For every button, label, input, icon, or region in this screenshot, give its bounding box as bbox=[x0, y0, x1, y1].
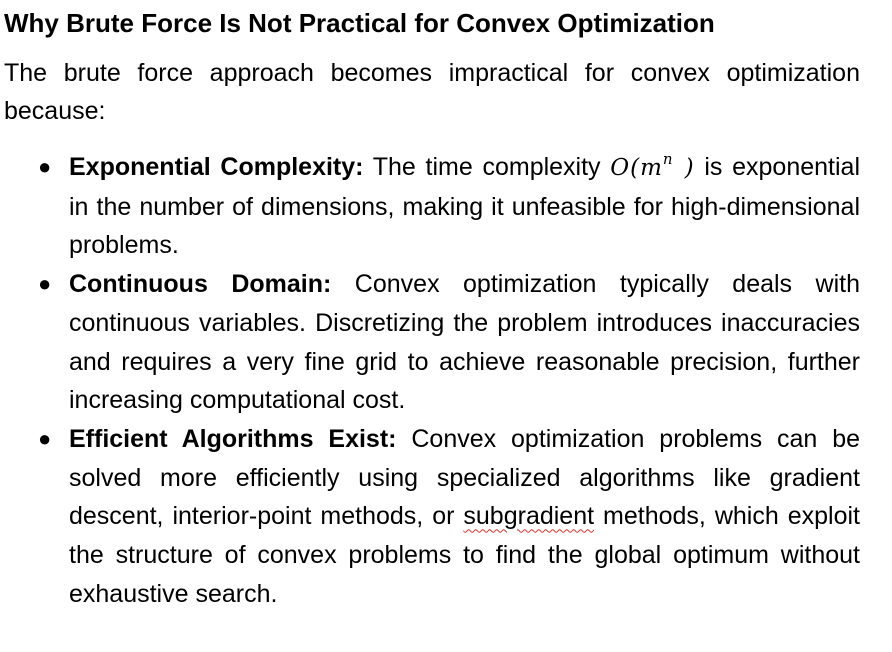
item-text: methods, which exploit the structure of convex problems to find the global optimum without exhaustive search. bbox=[69, 502, 860, 608]
document-body bbox=[4, 0, 860, 613]
math-base: O(m bbox=[610, 155, 663, 181]
spellcheck-flagged-word[interactable]: subgradient bbox=[463, 502, 595, 531]
item-text: Convex optimization problems can be solved more efficiently using specialized algorithms like gradient descent, interior-point methods, or bbox=[69, 424, 860, 531]
item-text: Convex optimization typically deals with continuous variables. Discretizing the problem introduces inaccuracies and requires a very fine grid to achieve reasonable precision, further increasing computational cost. bbox=[69, 270, 860, 415]
section-heading: Why Brute Force Is Not Practical for Convex Optimization bbox=[4, 8, 715, 38]
list-item-efficient-algorithms bbox=[4, 420, 860, 614]
bullet-icon: ● bbox=[38, 425, 52, 451]
term-label: Exponential Complexity: bbox=[69, 153, 364, 181]
reasons-list bbox=[4, 148, 860, 613]
term-label: Efficient Algorithms Exist: bbox=[69, 424, 397, 453]
item-text: The time complexity bbox=[363, 153, 611, 181]
list-item-exponential-complexity bbox=[4, 148, 860, 265]
bullet-icon: ● bbox=[38, 154, 52, 179]
math-exponent: n bbox=[662, 150, 674, 169]
bullet-icon: ● bbox=[38, 271, 52, 297]
intro-paragraph: The brute force approach becomes impractical for convex optimization because: bbox=[4, 59, 860, 125]
list-item-continuous-domain bbox=[4, 265, 860, 420]
math-close: ) bbox=[673, 155, 695, 181]
math-formula bbox=[610, 150, 695, 181]
term-label: Continuous Domain: bbox=[69, 270, 332, 299]
item-text: is exponential in the number of dimensions, making it unfeasible for high-dimensional problems. bbox=[69, 153, 861, 260]
